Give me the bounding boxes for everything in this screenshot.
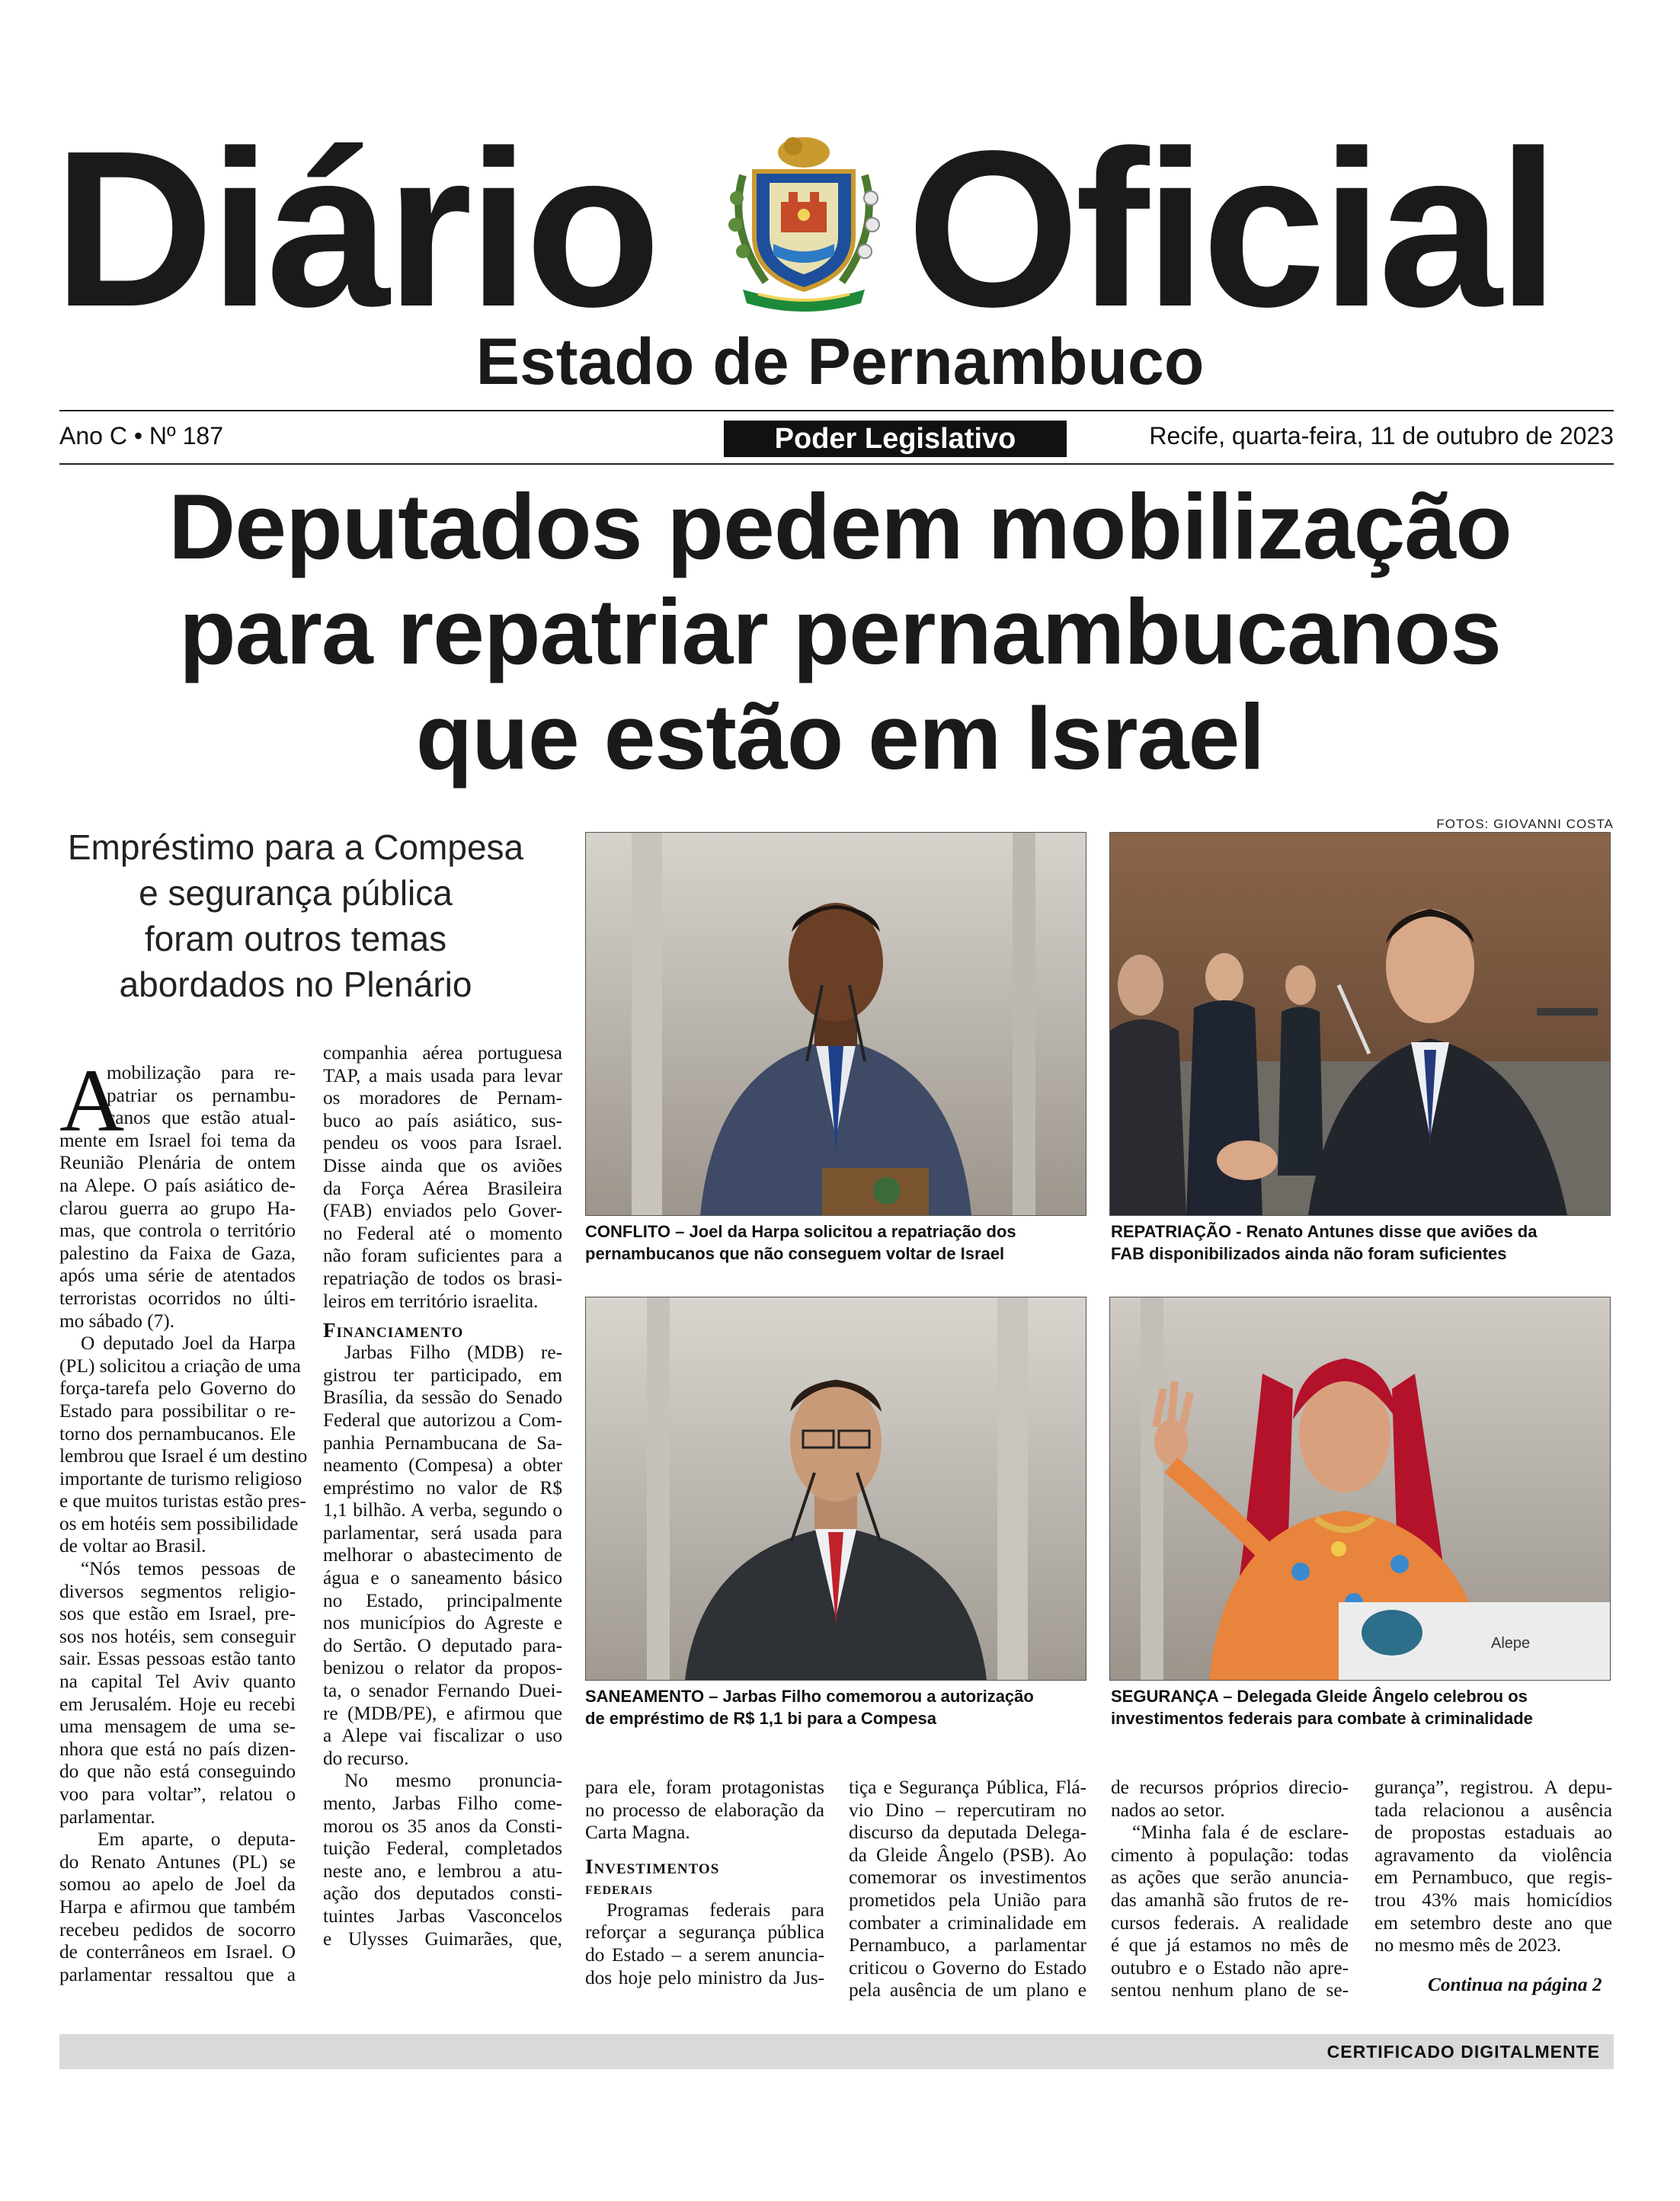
- deck-line: Empréstimo para a Compesa: [67, 827, 524, 867]
- text-line: trou 43% mais homicídios: [1374, 1889, 1612, 1911]
- text-line: os moradores de Pernam-: [323, 1087, 562, 1109]
- text-line: repatriação de todos os brasi-: [323, 1267, 562, 1289]
- deck: [59, 824, 532, 1007]
- text-line: neamento (Compesa) a obter: [323, 1454, 562, 1476]
- text-line: no Estado, principalmente: [323, 1589, 562, 1611]
- text-line: do que não está conseguindo: [59, 1761, 296, 1783]
- text-line: sos que estão em Israel, pre-: [59, 1603, 296, 1625]
- text-line: cursos federais. A realidade: [1111, 1911, 1349, 1934]
- top-rule: [59, 410, 1614, 411]
- text-line: discurso da deputada Delega-: [849, 1822, 1086, 1844]
- text-line: Carta Magna.: [585, 1822, 690, 1844]
- article-column-3: [585, 1777, 824, 1989]
- caption-line: SANEAMENTO – Jarbas Filho comemorou a autorização: [585, 1687, 1034, 1706]
- text-line: dos hoje pelo ministro da Jus-: [585, 1966, 824, 1988]
- text-line: Brasília, da sessão do Senado: [323, 1387, 562, 1409]
- text-line: canos que estão atual-: [107, 1107, 296, 1129]
- caption-line: SEGURANÇA – Delegada Gleide Ângelo celebrou os: [1111, 1687, 1528, 1706]
- caption-saneamento: [585, 1685, 1103, 1729]
- text-line: mente em Israel foi tema da: [59, 1129, 296, 1151]
- text-line: lembrou que Israel é um destino: [59, 1445, 308, 1467]
- section-heading-federais: federais: [585, 1878, 653, 1898]
- text-line: O deputado Joel da Harpa: [81, 1332, 296, 1355]
- masthead-title: [0, 104, 1680, 353]
- text-line: (PL) solicitou a criação de uma: [59, 1355, 301, 1377]
- text-line: patriar os pernambu-: [107, 1084, 296, 1106]
- text-line: da Força Aérea Brasileira: [323, 1177, 562, 1199]
- text-line: na Alepe. O país asiático de-: [59, 1174, 296, 1196]
- text-line: Reunião Plenária de ontem: [59, 1152, 296, 1174]
- caption-line: FAB disponibilizados ainda não foram suficientes: [1111, 1244, 1507, 1263]
- text-line: parlamentar.: [59, 1806, 155, 1828]
- text-line: parlamentar, será usada para: [323, 1521, 562, 1544]
- text-line: em setembro deste ano que: [1374, 1911, 1612, 1934]
- text-line: No mesmo pronuncia-: [344, 1770, 562, 1792]
- headline-line: para repatriar pernambucanos: [179, 580, 1501, 683]
- text-line: é que já estamos no mês de: [1111, 1934, 1349, 1956]
- text-line: 1,1 bilhão. A verba, segundo o: [323, 1499, 562, 1521]
- caption-line: de empréstimo de R$ 1,1 bi para a Compesa: [585, 1709, 936, 1728]
- text-line: vio Dino – repercutiram no: [849, 1799, 1086, 1821]
- text-line: cimento à população: todas: [1111, 1844, 1349, 1866]
- text-line: TAP, a mais usada para levar: [323, 1064, 562, 1086]
- text-line: tiça e Segurança Pública, Flá-: [849, 1777, 1086, 1798]
- caption-line: pernambucanos que não conseguem voltar de Israel: [585, 1244, 1005, 1263]
- text-line: outubro e o Estado não apre-: [1111, 1956, 1349, 1979]
- photo-jarbas-filho: [585, 1297, 1086, 1681]
- coat-of-arms-icon: [720, 130, 888, 312]
- caption-line: REPATRIAÇÃO - Renato Antunes disse que aviões da: [1111, 1222, 1538, 1241]
- text-line: ta, o senador Fernando Duei-: [323, 1680, 562, 1702]
- text-line: parlamentar ressaltou que a: [59, 1963, 296, 1985]
- text-line: importante de turismo religioso: [59, 1467, 302, 1489]
- text-line: comemorar os investimentos: [849, 1867, 1086, 1889]
- text-line: os em hotéis sem possibilidade: [59, 1512, 299, 1534]
- text-line: gurança”, registrou. A depu-: [1374, 1777, 1612, 1798]
- footer-bar: [59, 2034, 1614, 2069]
- text-line: empréstimo no valor de R$: [323, 1476, 562, 1499]
- text-line: clarou guerra ao grupo Ha-: [59, 1197, 296, 1219]
- text-line: sair. Essas pessoas estão tanto: [59, 1648, 296, 1670]
- text-line: combater a criminalidade em: [849, 1911, 1086, 1934]
- text-line: sos nos hotéis, sem conseguir: [59, 1625, 296, 1647]
- deck-line: abordados no Plenário: [119, 965, 472, 1004]
- masthead-word-oficial: Oficial: [907, 104, 1555, 353]
- text-line: Harpa e afirmou que também: [59, 1895, 296, 1918]
- text-line: no mesmo mês de 2023.: [1374, 1934, 1562, 1956]
- text-line: no processo de elaboração da: [585, 1799, 824, 1821]
- text-line: melhorar o abastecimento de: [323, 1544, 562, 1566]
- text-line: após uma série de atentados: [59, 1265, 296, 1287]
- text-line: pela ausência de um plano e: [849, 1979, 1086, 2001]
- continued-on-page-2: Continua na página 2: [1428, 1973, 1602, 1995]
- text-line: tada relacionou a ausência: [1374, 1799, 1612, 1821]
- photo-joel-da-harpa: [585, 832, 1086, 1216]
- text-line: morou os 35 anos da Consti-: [323, 1815, 562, 1837]
- photo-credit: FOTOS: GIOVANNI COSTA: [1436, 817, 1614, 831]
- article-column-5: [1111, 1777, 1349, 2002]
- text-line: “Minha fala é de esclare-: [1132, 1822, 1349, 1844]
- text-line: do Estado – a serem anuncia-: [585, 1943, 824, 1966]
- text-line: e que muitos turistas estão pres-: [59, 1490, 306, 1512]
- text-line: Em aparte, o deputa-: [98, 1828, 296, 1851]
- text-line: do recurso.: [323, 1747, 409, 1769]
- deck-line: foram outros temas: [144, 919, 447, 958]
- text-line: (FAB) enviados pelo Gover-: [323, 1200, 562, 1222]
- deck-line: e segurança pública: [139, 873, 453, 913]
- text-line: sentou nenhum plano de se-: [1111, 1979, 1349, 2001]
- masthead-subtitle: Estado de Pernambuco: [475, 325, 1205, 398]
- text-line: Federal que autorizou a Com-: [323, 1409, 562, 1431]
- text-line: panhia Pernambucana de Sa-: [323, 1432, 562, 1454]
- text-line: no Federal até o momento: [323, 1222, 562, 1244]
- caption-conflito: [585, 1220, 1103, 1265]
- text-line: na capital Tel Aviv quanto: [59, 1671, 296, 1693]
- text-line: não foram suficientes para a: [323, 1245, 562, 1267]
- text-line: de propostas estaduais ao: [1374, 1822, 1612, 1844]
- drop-cap: A: [59, 1051, 125, 1150]
- text-line: palestino da Faixa de Gaza,: [59, 1242, 296, 1264]
- photo-renato-antunes: [1109, 832, 1611, 1216]
- text-line: re (MDB/PE), e afirmou que: [323, 1702, 562, 1724]
- text-line: e Ulysses Guimarães, que,: [323, 1927, 562, 1950]
- text-line: Estado para possibilitar o re-: [59, 1400, 296, 1422]
- text-line: de conterrâneos em Israel. O: [59, 1941, 296, 1963]
- text-line: prometidos pela União para: [849, 1889, 1086, 1911]
- text-line: buco ao país asiático, sus-: [323, 1109, 562, 1131]
- text-line: recebeu pedidos de socorro: [59, 1918, 296, 1940]
- text-line: Pernambuco, a parlamentar: [849, 1934, 1086, 1956]
- section-heading-financiamento: Financiamento: [323, 1319, 464, 1342]
- text-line: Disse ainda que os aviões: [323, 1154, 562, 1176]
- text-line: tuintes Jarbas Vasconcelos: [323, 1905, 562, 1927]
- edition-number: Ano C • Nº 187: [59, 422, 223, 449]
- dateline: [59, 416, 1614, 462]
- text-line: tuição Federal, completados: [323, 1838, 562, 1860]
- headline-line: Deputados pedem mobilização: [168, 475, 1512, 578]
- section-badge: Poder Legislativo: [724, 421, 1067, 457]
- caption-repatriacao: [1111, 1220, 1614, 1265]
- text-line: força-tarefa pelo Governo do: [59, 1377, 296, 1400]
- text-line: torno dos pernambucanos. Ele: [59, 1422, 296, 1444]
- text-line: do Sertão. O deputado para-: [323, 1634, 562, 1656]
- text-line: terroristas ocorridos no últi-: [59, 1287, 296, 1309]
- text-line: somou ao apelo de Joel da: [59, 1873, 296, 1895]
- text-line: em Pernambuco, que regis-: [1374, 1867, 1612, 1889]
- caption-seguranca: [1111, 1685, 1614, 1729]
- text-line: voo para voltar”, relatou o: [59, 1784, 296, 1805]
- caption-line: CONFLITO – Joel da Harpa solicitou a repatriação dos: [585, 1222, 1016, 1241]
- text-line: as ações que serão anuncia-: [1111, 1867, 1349, 1889]
- text-line: pendeu os voos para Israel.: [323, 1132, 562, 1154]
- text-line: Programas federais para: [606, 1899, 824, 1921]
- text-line: nhora que está no país dizen-: [59, 1738, 296, 1760]
- text-line: gistrou ter participado, em: [323, 1364, 562, 1386]
- headline: [46, 474, 1634, 789]
- text-line: das amanhã são frutos de re-: [1111, 1889, 1349, 1911]
- bottom-rule: [59, 463, 1614, 465]
- article-column-4: [849, 1777, 1086, 2002]
- text-line: mo sábado (7).: [59, 1310, 175, 1332]
- text-line: água e o saneamento básico: [323, 1567, 562, 1589]
- text-line: do Renato Antunes (PL) se: [59, 1851, 296, 1873]
- text-line: “Nós temos pessoas de: [81, 1558, 296, 1580]
- photo-gleide-angelo: [1109, 1297, 1611, 1681]
- text-line: companhia aérea portuguesa: [323, 1042, 562, 1064]
- publication-date: Recife, quarta-feira, 11 de outubro de 2023: [1149, 422, 1614, 449]
- text-line: nos municípios do Agreste e: [323, 1612, 562, 1634]
- text-line: reforçar a segurança pública: [585, 1921, 824, 1943]
- podium-logo-text: Alepe: [1491, 1635, 1531, 1652]
- article-column-2: [323, 1042, 562, 1950]
- section-heading-investimentos: Investimentos: [585, 1854, 720, 1878]
- text-line: diversos segmentos religio-: [59, 1580, 296, 1602]
- article-column-6: [1374, 1777, 1612, 1996]
- text-line: mobilização para re-: [107, 1062, 296, 1083]
- text-line: leiros em território israelita.: [323, 1290, 539, 1312]
- masthead-word-diario: Diário: [53, 104, 657, 353]
- text-line: a Alepe vai fiscalizar o uso: [323, 1725, 562, 1747]
- article-column-1: [59, 1062, 308, 1986]
- text-line: mento, Jarbas Filho come-: [323, 1793, 562, 1814]
- text-line: criticou o Governo do Estado: [849, 1956, 1086, 1979]
- text-line: de voltar ao Brasil.: [59, 1535, 206, 1557]
- text-line: neste ano, e lembrou a atu-: [323, 1860, 562, 1882]
- text-line: em Jerusalém. Hoje eu recebi: [59, 1693, 296, 1715]
- text-line: nados ao setor.: [1111, 1799, 1225, 1821]
- text-line: benizou o relator da propos-: [323, 1657, 562, 1679]
- text-line: uma mensagem de uma se-: [59, 1716, 296, 1738]
- text-line: Jarbas Filho (MDB) re-: [344, 1342, 562, 1364]
- headline-line: que estão em Israel: [415, 685, 1265, 789]
- text-line: mas, que controla o território: [59, 1220, 296, 1242]
- text-line: para ele, foram protagonistas: [585, 1777, 824, 1798]
- text-line: ação dos deputados consti-: [323, 1883, 562, 1905]
- text-line: de recursos próprios direcio-: [1111, 1777, 1349, 1798]
- caption-line: investimentos federais para combate à criminalidade: [1111, 1709, 1533, 1728]
- digital-certification-label: CERTIFICADO DIGITALMENTE: [1326, 2042, 1600, 2062]
- text-line: agravamento da violência: [1374, 1844, 1612, 1866]
- text-line: da Gleide Ângelo (PSB). Ao: [849, 1844, 1086, 1866]
